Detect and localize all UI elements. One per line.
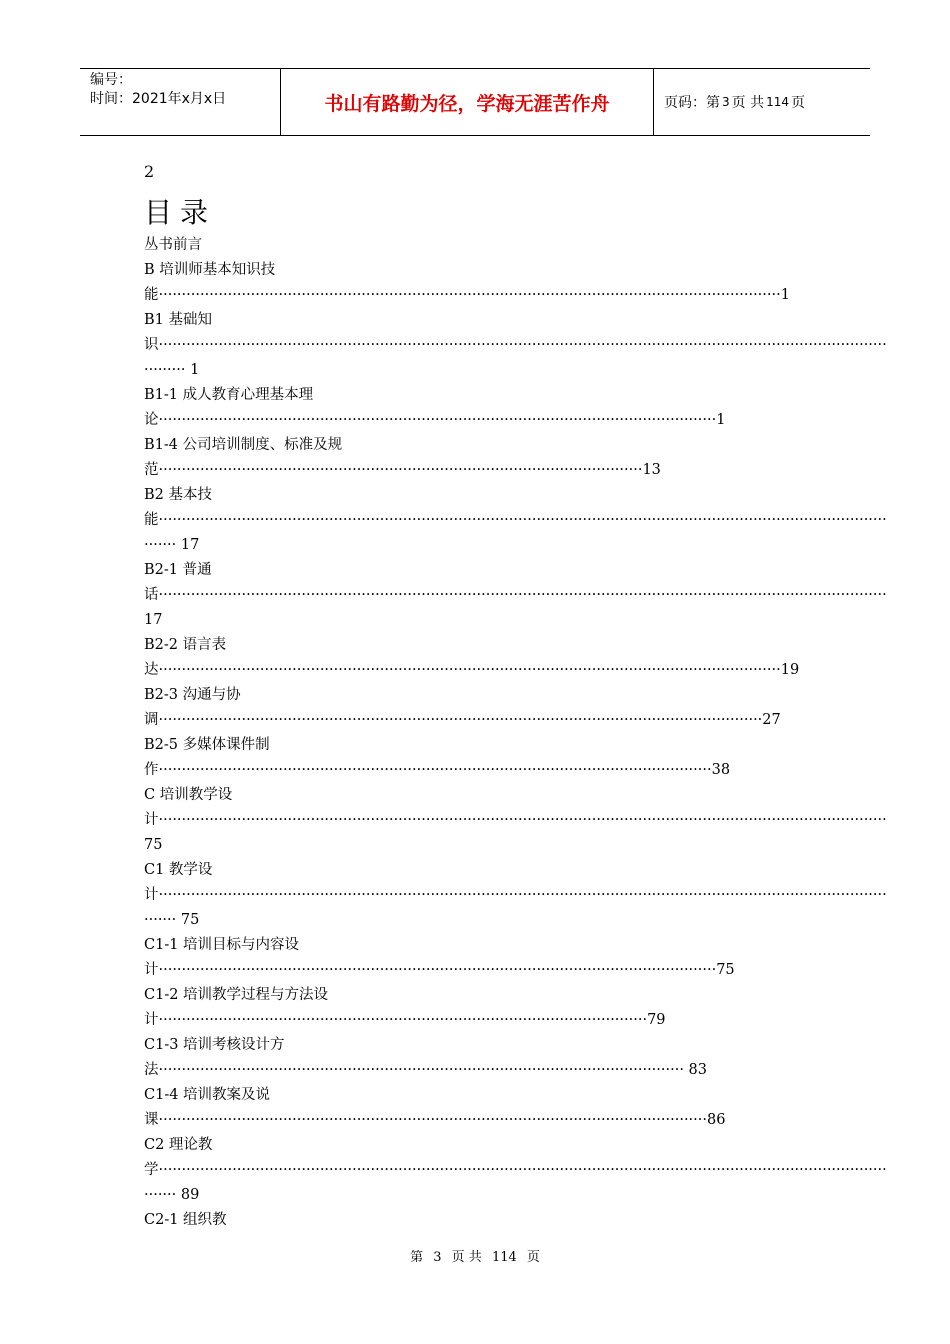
- header-meta-cell: [80, 69, 281, 135]
- toc-line: 调···································································································································27: [144, 712, 781, 728]
- toc-line: 达·······································································································································19: [144, 662, 800, 678]
- page-mid: 页 共: [731, 95, 765, 111]
- toc-line: B1 基础知: [144, 312, 212, 328]
- toc-line: 能·······································································································································1: [144, 287, 790, 303]
- toc-line: B2 基本技: [144, 487, 212, 503]
- page-prefix: 页码：第: [664, 95, 720, 111]
- toc-line: 计·························································································································75: [144, 962, 735, 978]
- page-footer: [0, 1246, 950, 1265]
- header-page-cell: [654, 69, 870, 135]
- toc-line: C1-3 培训考核设计方: [144, 1037, 285, 1053]
- toc-line: 课·······················································································································86: [144, 1112, 726, 1128]
- date-label: 时间：2021年x月x日: [90, 91, 227, 107]
- toc-line: ······· 89: [144, 1187, 200, 1203]
- toc-line: ······· 75: [144, 912, 200, 928]
- toc-line: 论·························································································································1: [144, 412, 726, 428]
- toc-line: 识······························································································································································: [144, 337, 887, 353]
- toc-line: C1 教学设: [144, 862, 213, 878]
- footer-text-2: 页 共: [451, 1250, 482, 1265]
- toc-line: 计······························································································································································: [144, 812, 887, 828]
- toc-line: B2-5 多媒体课件制: [144, 737, 270, 753]
- table-of-contents: [144, 233, 887, 1233]
- toc-title: 目录: [144, 196, 217, 229]
- page-current: 3: [722, 95, 730, 109]
- toc-line: B 培训师基本知识技: [144, 262, 276, 278]
- toc-line: ······· 17: [144, 537, 200, 553]
- page-suffix: 页: [791, 95, 805, 111]
- footer-text-3: 页: [526, 1250, 540, 1265]
- toc-line: 75: [144, 837, 163, 853]
- toc-line: B2-2 语言表: [144, 637, 227, 653]
- page-total: 114: [766, 95, 789, 109]
- toc-line: B1-4 公司培训制度、标准及规: [144, 437, 343, 453]
- toc-line: C2-1 组织教: [144, 1212, 227, 1228]
- toc-line: C2 理论教: [144, 1137, 213, 1153]
- toc-line: 作························································································································38: [144, 762, 731, 778]
- document-page-number: 2: [144, 162, 155, 181]
- motto-text: 书山有路勤为径，学海无涯苦作舟: [324, 92, 610, 115]
- header-motto-cell: [281, 69, 654, 135]
- toc-line: C1-2 培训教学过程与方法设: [144, 987, 329, 1003]
- toc-line: 计······························································································································································: [144, 887, 887, 903]
- toc-line: C 培训教学设: [144, 787, 233, 803]
- toc-line: 17: [144, 612, 163, 628]
- footer-current: 3: [433, 1250, 442, 1265]
- toc-line: B1-1 成人教育心理基本理: [144, 387, 314, 403]
- page-header: [80, 68, 870, 136]
- toc-line: 法·················································································································· 83: [144, 1062, 708, 1078]
- toc-line: 学······························································································································································: [144, 1162, 887, 1178]
- toc-line: 丛书前言: [144, 237, 202, 253]
- footer-total: 114: [491, 1250, 517, 1265]
- toc-line: B2-3 沟通与协: [144, 687, 241, 703]
- toc-line: C1-1 培训目标与内容设: [144, 937, 300, 953]
- toc-line: B2-1 普通: [144, 562, 212, 578]
- toc-line: ········· 1: [144, 362, 200, 378]
- footer-text-1: 第: [410, 1250, 424, 1265]
- toc-line: 话······························································································································································: [144, 587, 887, 603]
- serial-label: 编号：: [90, 72, 132, 88]
- toc-line: C1-4 培训教案及说: [144, 1087, 271, 1103]
- toc-line: 计··········································································································79: [144, 1012, 666, 1028]
- toc-line: 范·········································································································13: [144, 462, 661, 478]
- toc-line: 能······························································································································································: [144, 512, 887, 528]
